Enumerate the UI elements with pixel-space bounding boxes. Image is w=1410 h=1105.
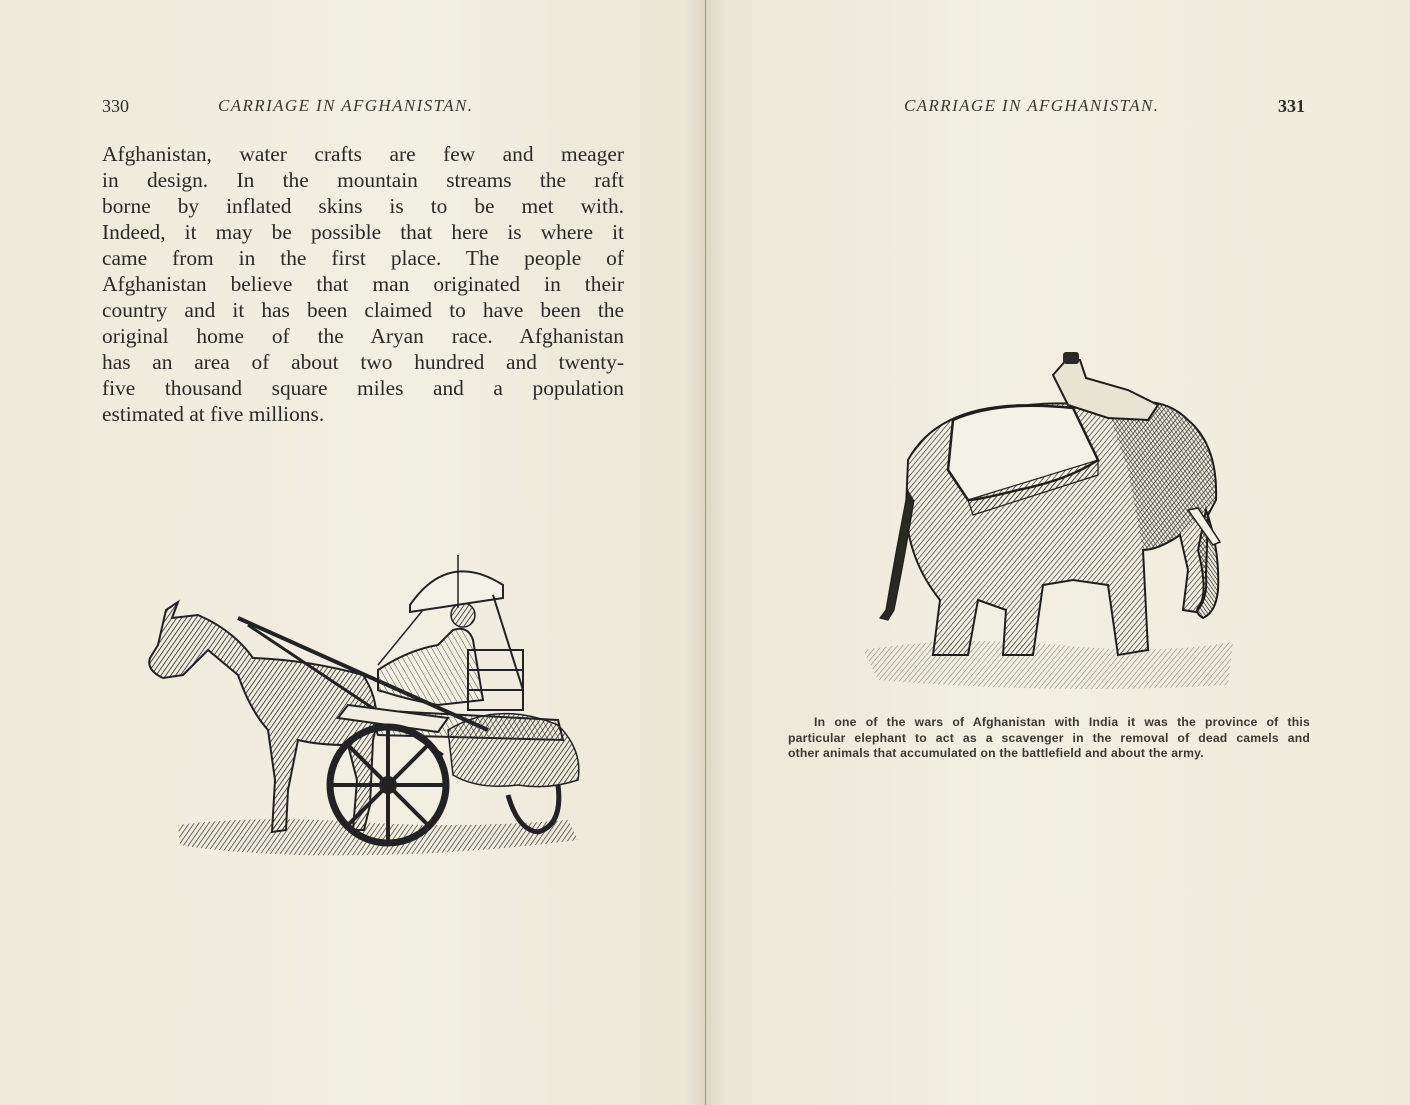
running-head: CARRIAGE IN AFGHANISTAN.	[218, 96, 474, 115]
body-text	[102, 141, 624, 427]
page-number: 330	[102, 96, 129, 116]
caption-line: other animals that accumulated on the battlefield and about the army.	[788, 746, 1204, 760]
caption-line: In one of the wars of Afghanistan with India it was the province of this	[814, 715, 1310, 729]
text-line: five thousand square miles and a population	[102, 376, 624, 400]
text-line: borne by inflated skins is to be met with.	[102, 194, 624, 218]
caption-line: particular elephant to act as a scavenger in the removal of dead camels and	[788, 730, 1310, 745]
text-line: in design. In the mountain streams the raft	[102, 168, 624, 192]
text-line: Afghanistan, water crafts are few and meager	[102, 142, 624, 166]
running-head: CARRIAGE IN AFGHANISTAN.	[904, 96, 1160, 115]
text-line: Indeed, it may be possible that here is where it	[102, 220, 624, 244]
right-page	[706, 0, 1410, 1105]
horse-cart-engraving-icon	[138, 540, 583, 870]
elephant-engraving-icon	[858, 350, 1240, 700]
page-number: 331	[1278, 96, 1305, 116]
cart-illustration	[138, 540, 583, 870]
text-line: has an area of about two hundred and twenty-	[102, 350, 624, 374]
text-line: came from in the first place. The people of	[102, 246, 624, 270]
text-line: original home of the Aryan race. Afghanistan	[102, 324, 624, 348]
elephant-illustration	[858, 350, 1240, 700]
figure-caption	[788, 715, 1310, 762]
text-line: Afghanistan believe that man originated in their	[102, 272, 624, 296]
text-line: country and it has been claimed to have been the	[102, 298, 624, 322]
text-line: estimated at five millions.	[102, 402, 325, 426]
